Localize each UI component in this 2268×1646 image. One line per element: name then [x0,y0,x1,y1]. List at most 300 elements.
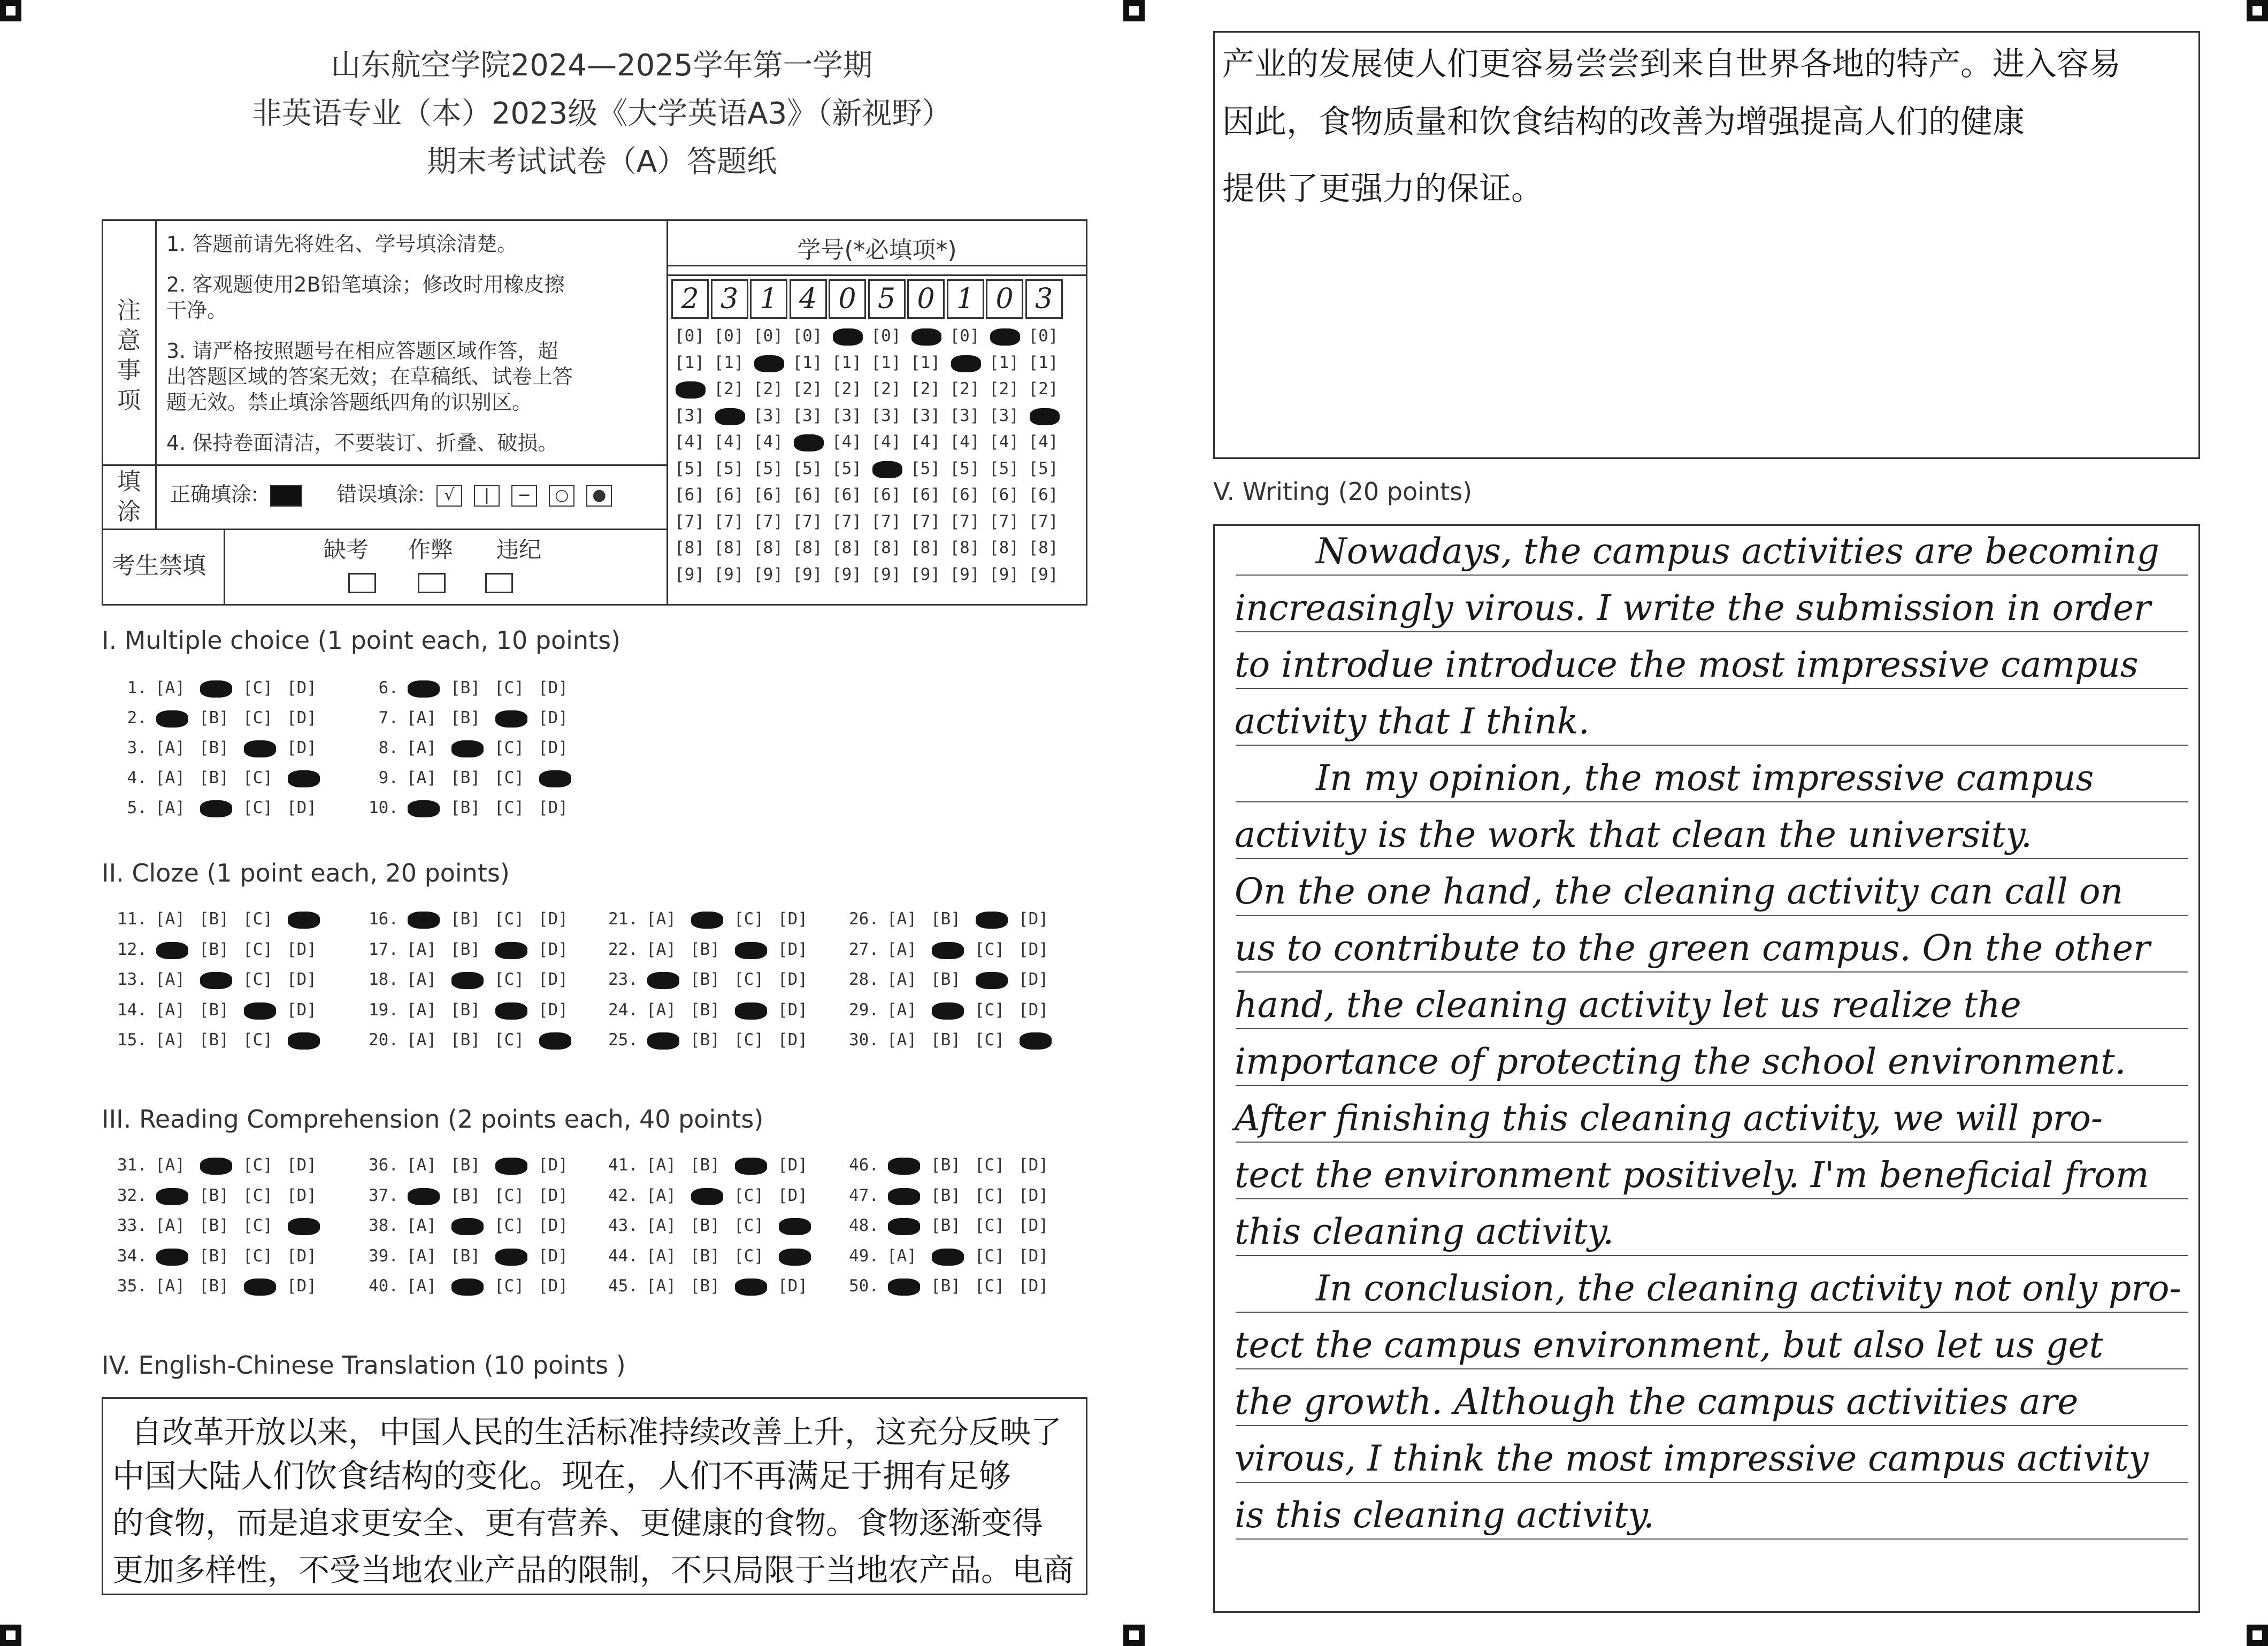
student-id-bubble[interactable]: [5] [753,458,783,478]
student-id-bubble[interactable]: [7] [989,511,1019,531]
student-id-digit-box[interactable]: 4 [790,279,827,319]
answer-bubble[interactable]: [B] [199,1216,229,1235]
student-id-bubble[interactable]: [8] [1028,538,1059,557]
student-id-bubble[interactable]: [7] [675,511,704,531]
answer-bubble-filled[interactable] [735,1158,767,1175]
answer-bubble[interactable]: [D] [538,970,568,989]
answer-bubble-filled[interactable] [408,912,440,929]
answer-bubble[interactable]: [D] [287,708,317,728]
answer-bubble[interactable]: [A] [646,909,676,929]
answer-bubble[interactable]: [A] [407,768,436,787]
answer-bubble-filled[interactable] [539,1032,571,1050]
student-id-bubble[interactable]: [2] [753,379,783,399]
answer-bubble-filled[interactable] [495,942,527,959]
answer-bubble[interactable]: [D] [538,1246,568,1266]
answer-bubble-filled[interactable] [888,1218,920,1235]
student-id-bubble[interactable]: [9] [910,564,940,584]
student-id-bubble[interactable]: [1] [675,353,704,372]
answer-bubble[interactable]: [A] [407,738,436,757]
answer-bubble-filled[interactable] [288,912,320,929]
answer-bubble-filled[interactable] [156,710,188,728]
student-id-bubble[interactable]: [2] [714,379,744,399]
answer-bubble[interactable]: [C] [734,909,764,929]
student-id-bubble[interactable]: [6] [1028,485,1059,504]
student-id-bubble[interactable]: [1] [832,353,862,372]
answer-bubble[interactable]: [C] [975,1246,1005,1266]
student-id-bubble[interactable]: [0] [792,326,823,346]
answer-bubble-filled[interactable] [288,770,320,787]
student-id-bubble-filled[interactable] [990,328,1020,346]
answer-bubble[interactable]: [B] [690,970,720,989]
student-id-bubble[interactable]: [5] [832,458,862,478]
student-id-bubble[interactable]: [1] [871,353,901,372]
student-id-bubble-filled[interactable] [1030,408,1060,425]
student-id-bubble[interactable]: [8] [714,538,744,557]
student-id-bubble[interactable]: [6] [714,485,744,504]
student-id-bubble[interactable]: [3] [792,405,823,425]
answer-bubble-filled[interactable] [495,1002,527,1020]
answer-bubble-filled[interactable] [244,740,276,757]
answer-bubble-filled[interactable] [451,1218,484,1235]
answer-bubble[interactable]: [C] [734,970,764,989]
answer-bubble[interactable]: [D] [1018,909,1048,929]
answer-bubble[interactable]: [D] [287,1246,317,1266]
student-id-bubble-filled[interactable] [715,408,745,425]
answer-bubble[interactable]: [D] [1018,1246,1048,1266]
answer-bubble[interactable]: [D] [287,1000,317,1020]
answer-bubble[interactable]: [A] [155,1030,185,1050]
answer-bubble[interactable]: [C] [243,909,273,929]
answer-bubble[interactable]: [D] [538,909,568,929]
answer-bubble[interactable]: [B] [450,768,480,787]
answer-bubble[interactable]: [A] [887,1030,917,1050]
answer-bubble[interactable]: [A] [155,1216,185,1235]
answer-bubble[interactable]: [D] [287,1276,317,1296]
student-id-bubble[interactable]: [6] [871,485,901,504]
answer-bubble[interactable]: [D] [1018,1155,1048,1175]
student-id-bubble[interactable]: [5] [949,458,980,478]
answer-bubble[interactable]: [C] [975,1185,1005,1205]
student-id-digit-box[interactable]: 0 [986,279,1023,319]
student-id-bubble[interactable]: [9] [675,564,704,584]
answer-bubble-filled[interactable] [495,710,527,728]
answer-bubble-filled[interactable] [156,1188,188,1205]
student-id-bubble[interactable]: [5] [792,458,823,478]
answer-bubble[interactable]: [D] [778,939,808,959]
answer-bubble[interactable]: [C] [975,1030,1005,1050]
answer-bubble[interactable]: [C] [494,1185,524,1205]
answer-bubble[interactable]: [C] [975,1000,1005,1020]
student-id-bubble[interactable]: [8] [832,538,862,557]
student-id-bubble-filled[interactable] [951,355,981,372]
answer-bubble[interactable]: [A] [155,970,185,989]
answer-bubble[interactable]: [D] [538,939,568,959]
student-id-bubble[interactable]: [7] [832,511,862,531]
answer-bubble[interactable]: [D] [1018,1216,1048,1235]
student-id-bubble[interactable]: [9] [871,564,901,584]
answer-bubble[interactable]: [C] [243,1155,273,1175]
student-id-bubble[interactable]: [7] [714,511,744,531]
student-id-bubble[interactable]: [7] [871,511,901,531]
answer-bubble[interactable]: [C] [243,708,273,728]
answer-bubble[interactable]: [C] [975,1155,1005,1175]
student-id-bubble[interactable]: [9] [949,564,980,584]
student-id-bubble[interactable]: [6] [792,485,823,504]
student-id-bubble[interactable]: [4] [675,432,704,451]
answer-bubble-filled[interactable] [200,800,232,817]
student-id-bubble[interactable]: [5] [675,458,704,478]
student-id-bubble[interactable]: [4] [753,432,783,451]
answer-bubble[interactable]: [B] [199,939,229,959]
student-id-bubble[interactable]: [3] [989,405,1019,425]
student-id-bubble[interactable]: [1] [714,353,744,372]
student-id-bubble[interactable]: [0] [753,326,783,346]
student-id-bubble[interactable]: [1] [910,353,940,372]
answer-bubble[interactable]: [C] [975,1216,1005,1235]
student-id-bubble[interactable]: [7] [753,511,783,531]
student-id-bubble[interactable]: [1] [1028,353,1059,372]
student-id-bubble[interactable]: [9] [753,564,783,584]
answer-bubble-filled[interactable] [779,1218,811,1235]
answer-bubble[interactable]: [A] [646,1246,676,1266]
student-id-bubble[interactable]: [5] [989,458,1019,478]
student-id-bubble[interactable]: [2] [910,379,940,399]
answer-bubble[interactable]: [B] [931,1030,961,1050]
answer-bubble[interactable]: [A] [407,970,436,989]
answer-bubble[interactable]: [A] [155,678,185,698]
answer-bubble-filled[interactable] [888,1278,920,1296]
answer-bubble[interactable]: [A] [155,1000,185,1020]
student-id-bubble[interactable]: [6] [832,485,862,504]
answer-bubble[interactable]: [A] [407,1216,436,1235]
answer-bubble-filled[interactable] [691,912,723,929]
answer-bubble-filled[interactable] [156,942,188,959]
answer-bubble[interactable]: [D] [778,909,808,929]
student-id-bubble[interactable]: [9] [792,564,823,584]
answer-bubble[interactable]: [B] [931,909,961,929]
absent-checkbox[interactable] [348,573,376,593]
answer-bubble[interactable]: [D] [538,1276,568,1296]
student-id-digit-box[interactable]: 3 [711,279,748,319]
answer-bubble-filled[interactable] [495,1249,527,1266]
answer-bubble[interactable]: [B] [931,1216,961,1235]
answer-bubble-filled[interactable] [735,1002,767,1020]
answer-bubble[interactable]: [A] [407,1000,436,1020]
student-id-bubble[interactable]: [0] [949,326,980,346]
student-id-bubble[interactable]: [3] [753,405,783,425]
answer-bubble-filled[interactable] [691,1188,723,1205]
student-id-bubble[interactable]: [9] [714,564,744,584]
student-id-bubble[interactable]: [8] [675,538,704,557]
answer-bubble[interactable]: [C] [243,1246,273,1266]
answer-bubble[interactable]: [B] [690,1030,720,1050]
answer-bubble[interactable]: [C] [494,678,524,698]
answer-bubble[interactable]: [D] [778,1000,808,1020]
answer-bubble-filled[interactable] [200,972,232,989]
student-id-bubble[interactable]: [0] [871,326,901,346]
answer-bubble-filled[interactable] [735,942,767,959]
answer-bubble-filled[interactable] [244,1278,276,1296]
answer-bubble-filled[interactable] [408,680,440,698]
violation-checkbox[interactable] [485,573,513,593]
answer-bubble[interactable]: [C] [243,1216,273,1235]
answer-bubble-filled[interactable] [451,972,484,989]
answer-bubble[interactable]: [A] [646,1276,676,1296]
student-id-bubble[interactable]: [3] [949,405,980,425]
student-id-digit-box[interactable]: 0 [907,279,945,319]
student-id-digit-box[interactable]: 2 [671,279,709,319]
answer-bubble[interactable]: [C] [494,970,524,989]
answer-bubble-filled[interactable] [932,1002,964,1020]
answer-bubble[interactable]: [A] [155,909,185,929]
student-id-bubble[interactable]: [7] [1028,511,1059,531]
answer-bubble[interactable]: [B] [931,1276,961,1296]
answer-bubble[interactable]: [D] [287,970,317,989]
answer-bubble[interactable]: [D] [1018,1185,1048,1205]
student-id-bubble[interactable]: [3] [832,405,862,425]
answer-bubble[interactable]: [D] [538,1155,568,1175]
student-id-bubble[interactable]: [1] [989,353,1019,372]
student-id-bubble-filled[interactable] [794,434,824,451]
answer-bubble[interactable]: [A] [887,909,917,929]
answer-bubble-filled[interactable] [451,1278,484,1296]
answer-bubble[interactable]: [D] [538,708,568,728]
student-id-bubble[interactable]: [2] [871,379,901,399]
answer-bubble-filled[interactable] [288,1032,320,1050]
answer-bubble[interactable]: [B] [199,1276,229,1296]
answer-bubble[interactable]: [C] [243,798,273,817]
answer-bubble[interactable]: [A] [887,1246,917,1266]
answer-bubble[interactable]: [B] [450,1246,480,1266]
answer-bubble[interactable]: [D] [778,1276,808,1296]
answer-bubble[interactable]: [A] [155,798,185,817]
answer-bubble[interactable]: [B] [450,939,480,959]
answer-bubble-filled[interactable] [200,1158,232,1175]
answer-bubble[interactable]: [A] [407,939,436,959]
answer-bubble-filled[interactable] [244,1002,276,1020]
student-id-bubble[interactable]: [8] [989,538,1019,557]
answer-bubble[interactable]: [C] [494,1216,524,1235]
answer-bubble[interactable]: [A] [407,708,436,728]
answer-bubble[interactable]: [B] [690,939,720,959]
student-id-bubble[interactable]: [0] [675,326,704,346]
answer-bubble[interactable]: [B] [450,708,480,728]
student-id-bubble[interactable]: [5] [1028,458,1059,478]
student-id-bubble[interactable]: [2] [832,379,862,399]
answer-bubble[interactable]: [B] [450,1030,480,1050]
student-id-bubble[interactable]: [8] [753,538,783,557]
answer-bubble[interactable]: [A] [646,939,676,959]
answer-bubble[interactable]: [D] [538,1216,568,1235]
answer-bubble-filled[interactable] [779,1249,811,1266]
answer-bubble[interactable]: [D] [778,1155,808,1175]
student-id-bubble[interactable]: [1] [792,353,823,372]
answer-bubble[interactable]: [D] [287,939,317,959]
student-id-digit-box[interactable]: 5 [868,279,906,319]
answer-bubble[interactable]: [D] [1018,1276,1048,1296]
answer-bubble[interactable]: [B] [450,798,480,817]
answer-bubble[interactable]: [D] [287,1185,317,1205]
student-id-bubble[interactable]: [7] [910,511,940,531]
answer-bubble[interactable]: [D] [538,678,568,698]
student-id-bubble[interactable]: [4] [832,432,862,451]
answer-bubble[interactable]: [D] [778,970,808,989]
answer-bubble[interactable]: [B] [690,1216,720,1235]
answer-bubble[interactable]: [C] [243,678,273,698]
answer-bubble[interactable]: [B] [450,1185,480,1205]
answer-bubble[interactable]: [D] [287,678,317,698]
answer-bubble[interactable]: [A] [887,970,917,989]
student-id-bubble-filled[interactable] [833,328,863,346]
answer-bubble-filled[interactable] [888,1188,920,1205]
answer-bubble-filled[interactable] [1020,1032,1052,1050]
student-id-digit-box[interactable]: 1 [947,279,984,319]
answer-bubble[interactable]: [A] [646,1185,676,1205]
answer-bubble-filled[interactable] [288,1218,320,1235]
answer-bubble[interactable]: [A] [407,1030,436,1050]
student-id-bubble[interactable]: [3] [871,405,901,425]
answer-bubble[interactable]: [D] [538,1000,568,1020]
student-id-bubble[interactable]: [9] [989,564,1019,584]
student-id-bubble[interactable]: [3] [910,405,940,425]
student-id-bubble[interactable]: [6] [949,485,980,504]
answer-bubble[interactable]: [D] [538,1185,568,1205]
answer-bubble[interactable]: [B] [199,1030,229,1050]
answer-bubble[interactable]: [B] [690,1276,720,1296]
answer-bubble[interactable]: [A] [407,1246,436,1266]
answer-bubble[interactable]: [D] [538,738,568,757]
student-id-bubble[interactable]: [6] [910,485,940,504]
answer-bubble[interactable]: [D] [778,1030,808,1050]
student-id-bubble[interactable]: [8] [910,538,940,557]
answer-bubble[interactable]: [A] [646,1155,676,1175]
answer-bubble[interactable]: [A] [646,1216,676,1235]
answer-bubble[interactable]: [D] [538,798,568,817]
student-id-bubble[interactable]: [4] [871,432,901,451]
answer-bubble[interactable]: [C] [243,1030,273,1050]
student-id-bubble[interactable]: [5] [910,458,940,478]
answer-bubble[interactable]: [A] [407,1276,436,1296]
answer-bubble[interactable]: [C] [494,738,524,757]
answer-bubble-filled[interactable] [495,1158,527,1175]
answer-bubble[interactable]: [D] [287,798,317,817]
answer-bubble[interactable]: [C] [734,1216,764,1235]
answer-bubble-filled[interactable] [976,972,1008,989]
answer-bubble[interactable]: [D] [778,1185,808,1205]
answer-bubble[interactable]: [B] [450,1155,480,1175]
answer-bubble[interactable]: [B] [199,1185,229,1205]
student-id-bubble[interactable]: [4] [1028,432,1059,451]
answer-bubble[interactable]: [B] [450,909,480,929]
student-id-bubble[interactable]: [2] [792,379,823,399]
student-id-bubble[interactable]: [4] [989,432,1019,451]
answer-bubble[interactable]: [D] [1018,939,1048,959]
answer-bubble[interactable]: [C] [494,768,524,787]
student-id-bubble[interactable]: [6] [675,485,704,504]
student-id-bubble[interactable]: [6] [753,485,783,504]
answer-bubble-filled[interactable] [200,680,232,698]
answer-bubble-filled[interactable] [451,740,484,757]
answer-bubble[interactable]: [C] [243,939,273,959]
answer-bubble-filled[interactable] [932,1249,964,1266]
answer-bubble[interactable]: [A] [155,1276,185,1296]
answer-bubble[interactable]: [B] [931,1185,961,1205]
answer-bubble[interactable]: [C] [734,1246,764,1266]
answer-bubble-filled[interactable] [647,972,679,989]
answer-bubble[interactable]: [D] [1018,970,1048,989]
translation-continued-box[interactable] [1213,31,2200,459]
answer-bubble[interactable]: [C] [494,909,524,929]
student-id-bubble[interactable]: [5] [714,458,744,478]
answer-bubble[interactable]: [B] [199,1000,229,1020]
student-id-bubble[interactable]: [2] [989,379,1019,399]
answer-bubble[interactable]: [D] [287,738,317,757]
answer-bubble[interactable]: [B] [450,1000,480,1020]
answer-bubble[interactable]: [B] [199,909,229,929]
answer-bubble[interactable]: [C] [734,1185,764,1205]
answer-bubble[interactable]: [B] [450,678,480,698]
student-id-digit-box[interactable]: 0 [829,279,866,319]
student-id-bubble[interactable]: [0] [714,326,744,346]
student-id-digit-box[interactable]: 1 [750,279,787,319]
answer-bubble[interactable]: [B] [690,1155,720,1175]
answer-bubble-filled[interactable] [932,942,964,959]
student-id-bubble[interactable]: [9] [832,564,862,584]
student-id-bubble[interactable]: [7] [949,511,980,531]
cheat-checkbox[interactable] [418,573,446,593]
student-id-bubble[interactable]: [2] [1028,379,1059,399]
answer-bubble[interactable]: [A] [155,768,185,787]
answer-bubble-filled[interactable] [647,1032,679,1050]
answer-bubble[interactable]: [B] [690,1246,720,1266]
answer-bubble[interactable]: [C] [243,768,273,787]
answer-bubble[interactable]: [A] [407,1155,436,1175]
student-id-bubble[interactable]: [8] [871,538,901,557]
student-id-bubble[interactable]: [4] [714,432,744,451]
student-id-bubble[interactable]: [6] [989,485,1019,504]
answer-bubble[interactable]: [C] [975,939,1005,959]
answer-bubble-filled[interactable] [539,770,571,787]
answer-bubble[interactable]: [B] [690,1000,720,1020]
student-id-bubble[interactable]: [0] [1028,326,1059,346]
answer-bubble[interactable]: [C] [494,798,524,817]
answer-bubble[interactable]: [C] [975,1276,1005,1296]
student-id-bubble-filled[interactable] [676,381,706,399]
student-id-bubble[interactable]: [7] [792,511,823,531]
answer-bubble-filled[interactable] [976,912,1008,929]
answer-bubble-filled[interactable] [156,1249,188,1266]
answer-bubble-filled[interactable] [408,800,440,817]
answer-bubble-filled[interactable] [888,1158,920,1175]
answer-bubble[interactable]: [C] [734,1030,764,1050]
answer-bubble[interactable]: [B] [199,708,229,728]
student-id-bubble[interactable]: [3] [675,405,704,425]
student-id-bubble-filled[interactable] [872,461,902,478]
student-id-bubble[interactable]: [9] [1028,564,1059,584]
answer-bubble[interactable]: [A] [887,1000,917,1020]
student-id-bubble[interactable]: [8] [949,538,980,557]
answer-bubble[interactable]: [C] [494,1030,524,1050]
answer-bubble[interactable]: [A] [155,738,185,757]
answer-bubble[interactable]: [B] [931,970,961,989]
answer-bubble-filled[interactable] [408,1188,440,1205]
answer-bubble[interactable]: [D] [287,1155,317,1175]
answer-bubble[interactable]: [A] [155,1155,185,1175]
answer-bubble[interactable]: [B] [199,768,229,787]
student-id-bubble[interactable]: [4] [949,432,980,451]
answer-bubble[interactable]: [B] [199,1246,229,1266]
answer-bubble[interactable]: [B] [199,738,229,757]
